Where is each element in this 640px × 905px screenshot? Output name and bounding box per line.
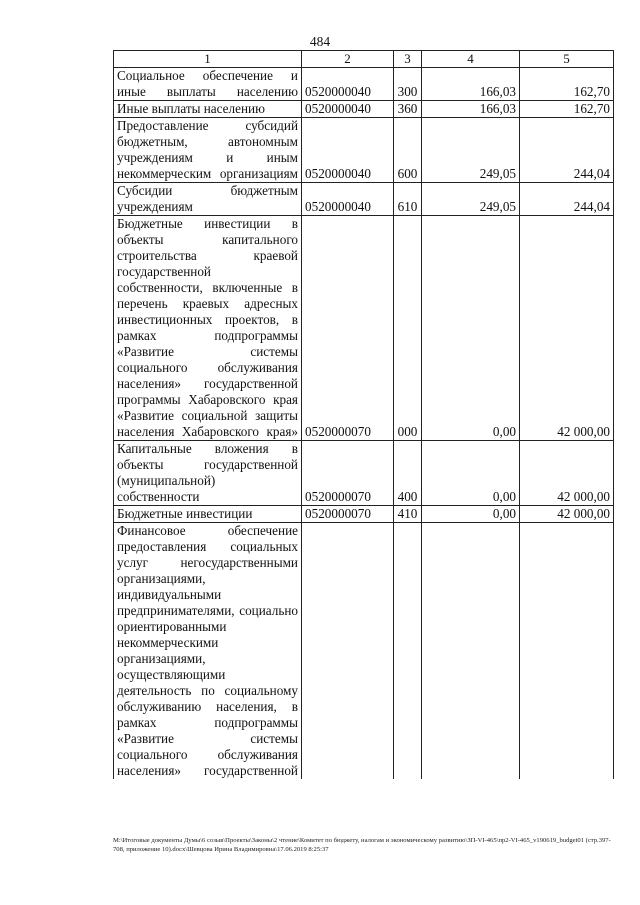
row-code: 0520000040 (302, 118, 394, 183)
row-value-col5: 42 000,00 (520, 441, 614, 506)
row-code (302, 523, 394, 780)
column-header-2: 2 (302, 51, 394, 68)
row-expense-type: 410 (394, 506, 422, 523)
row-value-col5: 42 000,00 (520, 506, 614, 523)
row-name: Субсидии бюджетным учреждениям (114, 183, 302, 216)
row-code: 0520000070 (302, 506, 394, 523)
table-row (114, 101, 614, 118)
row-value-col4: 249,05 (422, 118, 520, 183)
row-code: 0520000040 (302, 101, 394, 118)
row-name: Финансовое обеспечение предоставления социальных услуг негосударственными организациями, индивидуальными предпринимателями, социально ориентированными некоммерческими организациями, осуществляющими деятельность по социальному обслуживанию населения, в рамках подпрограммы «Развитие системы социального обслуживания населения» государственной (114, 523, 302, 780)
table-row (114, 68, 614, 101)
row-name: Бюджетные инвестиции (114, 506, 302, 523)
row-expense-type: 600 (394, 118, 422, 183)
table-row (114, 441, 614, 506)
row-value-col5: 244,04 (520, 118, 614, 183)
row-name: Предоставление субсидий бюджетным, автономным учреждениям и иным некоммерческим организациям (114, 118, 302, 183)
row-code: 0520000040 (302, 68, 394, 101)
row-value-col4: 166,03 (422, 68, 520, 101)
row-value-col4: 0,00 (422, 506, 520, 523)
column-header-3: 3 (394, 51, 422, 68)
table-row (114, 216, 614, 441)
row-value-col5: 42 000,00 (520, 216, 614, 441)
row-value-col4 (422, 523, 520, 780)
row-value-col4: 0,00 (422, 441, 520, 506)
table-row (114, 506, 614, 523)
budget-table (113, 50, 614, 779)
row-name: Иные выплаты населению (114, 101, 302, 118)
table-row (114, 183, 614, 216)
row-value-col5: 162,70 (520, 68, 614, 101)
column-header-1: 1 (114, 51, 302, 68)
row-code: 0520000040 (302, 183, 394, 216)
row-expense-type: 300 (394, 68, 422, 101)
row-expense-type: 360 (394, 101, 422, 118)
row-value-col4: 0,00 (422, 216, 520, 441)
column-header-4: 4 (422, 51, 520, 68)
row-value-col5: 162,70 (520, 101, 614, 118)
row-expense-type: 610 (394, 183, 422, 216)
row-value-col5: 244,04 (520, 183, 614, 216)
row-name: Социальное обеспечение и иные выплаты населению (114, 68, 302, 101)
row-name: Капитальные вложения в объекты государственной (муниципальной) собственности (114, 441, 302, 506)
row-code: 0520000070 (302, 441, 394, 506)
table-row (114, 523, 614, 780)
document-path-footer: M:\Итоговые документы Думы\6 созыв\Проекты\Законы\2 чтение\Комитет по бюджету, налогам и экономическому развитию\ЗП-VI-465\пр2-VI-465_v190619_budget01 (стр.397-708, приложение 10).docx\Шевцова Ирина Владимировна\17.06.2019 8:25:37 (113, 837, 611, 853)
row-value-col4: 249,05 (422, 183, 520, 216)
row-expense-type: 000 (394, 216, 422, 441)
page-number: 484 (309, 34, 331, 49)
table-row (114, 118, 614, 183)
row-code: 0520000070 (302, 216, 394, 441)
table-header-row (114, 51, 614, 68)
column-header-5: 5 (520, 51, 614, 68)
row-value-col5 (520, 523, 614, 780)
row-expense-type (394, 523, 422, 780)
row-expense-type: 400 (394, 441, 422, 506)
row-value-col4: 166,03 (422, 101, 520, 118)
row-name: Бюджетные инвестиции в объекты капитального строительства краевой государственной собственности, включенные в перечень краевых адресных инвестиционных проектов, в рамках подпрограммы «Развитие системы социального обслуживания населения» государственной программы Хабаровского края «Развитие социальной защиты населения Хабаровского края» (114, 216, 302, 441)
